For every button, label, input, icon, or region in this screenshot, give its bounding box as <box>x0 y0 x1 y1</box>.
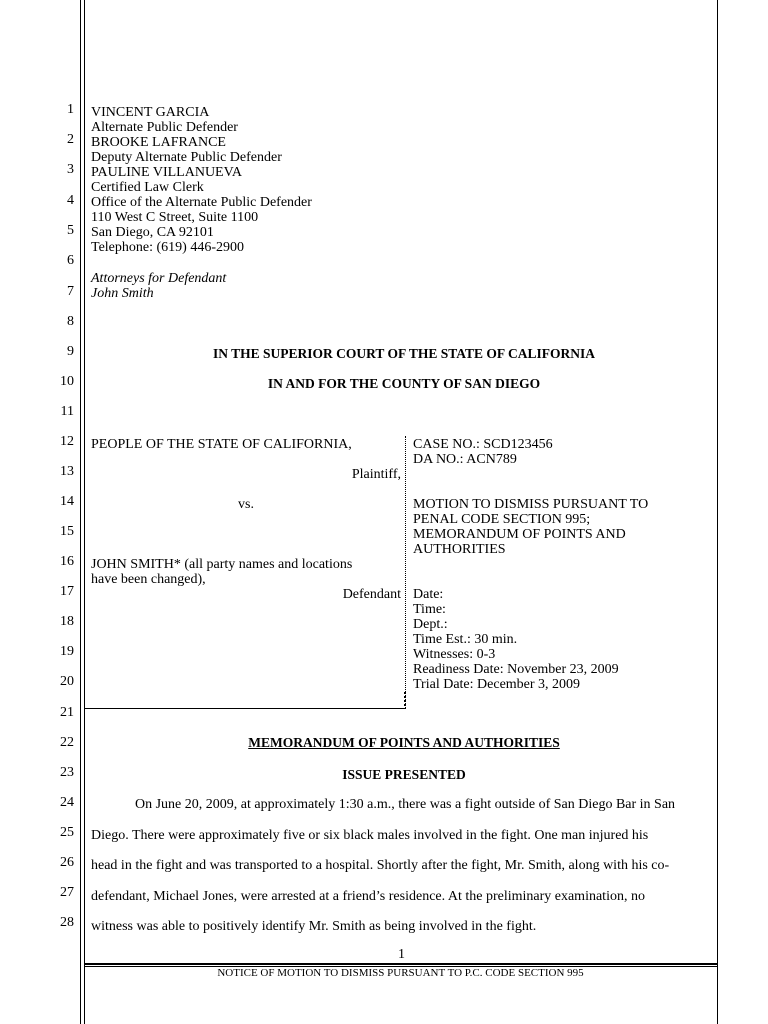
right-margin-rule <box>717 0 718 1024</box>
body-line: Diego. There were approximately five or six black males involved in the fight. One man injured his <box>91 827 649 843</box>
caption-plaintiff <box>91 437 401 452</box>
body-line: defendant, Michael Jones, were arrested at a friend’s residence. At the preliminary examination, no <box>91 888 645 904</box>
hearing-dept: Dept.: <box>413 617 448 632</box>
motion-title-line: MEMORANDUM OF POINTS AND <box>413 527 626 542</box>
versus: vs. <box>238 497 254 512</box>
line-number: 17 <box>60 584 74 599</box>
line-number: 11 <box>60 404 74 419</box>
line-number: 25 <box>60 825 74 840</box>
da-number: DA NO.: ACN789 <box>413 452 517 467</box>
line-number: 8 <box>67 314 74 329</box>
issue-body <box>91 790 717 943</box>
line-number: 27 <box>60 885 74 900</box>
hearing-date: Date: <box>413 587 444 602</box>
line-number: 7 <box>67 284 74 299</box>
line-number: 6 <box>67 253 74 268</box>
motion-title-line: PENAL CODE SECTION 995; <box>413 512 591 527</box>
hearing-time: Time: <box>413 602 446 617</box>
plaintiff-name: PEOPLE OF THE STATE OF CALIFORNIA, <box>91 437 352 452</box>
line-number: 23 <box>60 765 74 780</box>
line-number: 21 <box>60 705 74 720</box>
line-number: 3 <box>67 162 74 177</box>
line-number: 2 <box>67 132 74 147</box>
line-number: 24 <box>60 795 74 810</box>
attorney-line: Deputy Alternate Public Defender <box>91 150 282 165</box>
defendant-name-line: have been changed), <box>91 572 206 587</box>
line-number: 9 <box>67 344 74 359</box>
line-number: 22 <box>60 735 74 750</box>
body-line: On June 20, 2009, at approximately 1:30 a.m., there was a fight outside of San Diego Bar in San <box>135 797 676 812</box>
caption-divider <box>405 436 406 708</box>
witnesses: Witnesses: 0-3 <box>413 647 496 662</box>
body-line: witness was able to positively identify Mr. Smith as being involved in the fight. <box>91 919 537 934</box>
hearing-info <box>413 587 713 692</box>
line-number: 4 <box>67 193 74 208</box>
motion-title-line: AUTHORITIES <box>413 542 506 557</box>
line-number: 12 <box>60 434 74 449</box>
case-number: CASE NO.: SCD123456 <box>413 437 553 452</box>
court-title: IN THE SUPERIOR COURT OF THE STATE OF CALIFORNIA <box>212 346 596 361</box>
trial-date: Trial Date: December 3, 2009 <box>413 677 581 692</box>
left-margin-rule-inner <box>84 0 85 1024</box>
attorney-line: Certified Law Clerk <box>91 180 204 195</box>
line-number: 20 <box>60 674 74 689</box>
attorney-line: VINCENT GARCIA <box>91 105 210 120</box>
case-numbers <box>413 437 713 467</box>
line-number: 16 <box>60 554 74 569</box>
line-number: 5 <box>67 223 74 238</box>
attorney-line: Telephone: (619) 446-2900 <box>91 240 244 255</box>
line-number: 26 <box>60 855 74 870</box>
attorneys-for-block <box>91 271 226 301</box>
line-number: 15 <box>60 524 74 539</box>
line-number: 14 <box>60 494 74 509</box>
plaintiff-label: Plaintiff, <box>351 467 401 482</box>
attorney-line: PAULINE VILLANUEVA <box>91 165 243 180</box>
line-number: 18 <box>60 614 74 629</box>
issue-heading: ISSUE PRESENTED <box>342 767 466 782</box>
footer-rule <box>84 963 717 965</box>
line-number: 10 <box>60 374 74 389</box>
attorney-line: BROOKE LAFRANCE <box>91 135 226 150</box>
attorney-line: 110 West C Street, Suite 1100 <box>91 210 259 225</box>
line-number: 1 <box>67 102 74 117</box>
footer-title: NOTICE OF MOTION TO DISMISS PURSUANT TO P.C. CODE SECTION 995 <box>217 967 584 979</box>
caption-defendant <box>91 557 401 587</box>
attorney-line: San Diego, CA 92101 <box>91 225 214 240</box>
attorney-line: Office of the Alternate Public Defender <box>91 195 312 210</box>
attorney-line: Alternate Public Defender <box>91 120 238 135</box>
defendant-label: Defendant <box>342 587 401 602</box>
county-title: IN AND FOR THE COUNTY OF SAN DIEGO <box>267 376 541 391</box>
line-number: 13 <box>60 464 74 479</box>
attorneys-for-line: John Smith <box>91 286 154 301</box>
motion-title-line: MOTION TO DISMISS PURSUANT TO <box>413 497 649 512</box>
left-margin-rule <box>80 0 81 1024</box>
motion-title <box>413 497 713 557</box>
time-estimate: Time Est.: 30 min. <box>413 632 518 647</box>
readiness-date: Readiness Date: November 23, 2009 <box>413 662 619 677</box>
body-line: head in the fight and was transported to a hospital. Shortly after the fight, Mr. Smith, along with his co- <box>91 858 670 873</box>
attorney-block <box>91 105 312 255</box>
defendant-name-line: JOHN SMITH* (all party names and locations <box>91 557 353 572</box>
caption-bottom-line <box>84 708 406 709</box>
line-number: 28 <box>60 915 74 930</box>
caption-divider-end <box>404 692 409 706</box>
attorneys-for-line: Attorneys for Defendant <box>91 271 227 286</box>
line-number: 19 <box>60 644 74 659</box>
memo-heading: MEMORANDUM OF POINTS AND AUTHORITIES <box>248 735 560 750</box>
page-number: 1 <box>398 947 405 962</box>
